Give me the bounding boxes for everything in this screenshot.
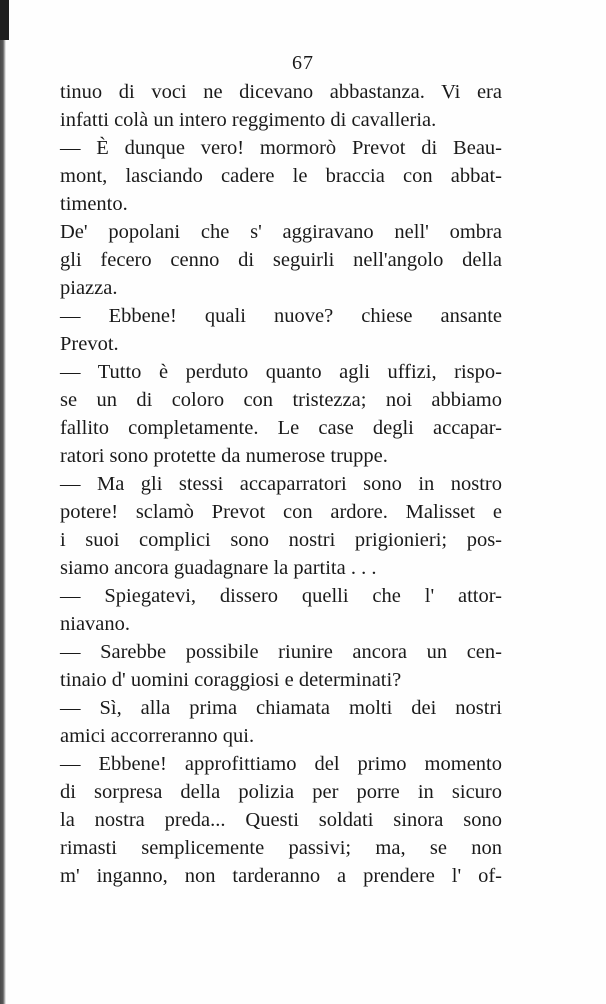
text-line: siamo ancora guadagnare la partita . . . — [60, 557, 377, 579]
page-number: 67 — [292, 52, 314, 74]
text-line: — Sarebbe possibile riunire ancora un cen- — [60, 641, 502, 663]
text-line: piazza. — [60, 277, 118, 299]
text-line: mont, lasciando cadere le braccia con abbat- — [60, 165, 502, 187]
text-line: timento. — [60, 193, 128, 215]
page-binding-shadow — [0, 0, 9, 40]
text-line: niavano. — [60, 613, 131, 635]
text-line: la nostra preda... Questi soldati sinora sono — [60, 809, 502, 831]
text-line: m' inganno, non tarderanno a prendere l' of- — [60, 865, 502, 887]
text-line: ratori sono protette da numerose truppe. — [60, 445, 388, 467]
text-line: tinaio d' uomini coraggiosi e determinati? — [60, 669, 402, 691]
text-line: — Sì, alla prima chiamata molti dei nostri — [60, 697, 502, 719]
text-line: gli fecero cenno di seguirli nell'angolo della — [60, 249, 502, 271]
text-line: De' popolani che s' aggiravano nell' ombra — [60, 221, 502, 243]
text-line: fallito completamente. Le case degli accapar- — [60, 417, 502, 439]
text-line: — Ebbene! quali nuove? chiese ansante — [60, 305, 502, 327]
text-line: — Tutto è perduto quanto agli uffizi, rispo- — [60, 361, 502, 383]
page-binding-edge — [0, 0, 6, 1004]
text-line: Prevot. — [60, 333, 119, 355]
text-line: — Spiegatevi, dissero quelli che l' attor- — [60, 585, 502, 607]
text-line: — È dunque vero! mormorò Prevot di Beau- — [60, 137, 502, 159]
text-line: di sorpresa della polizia per porre in sicuro — [60, 781, 502, 803]
text-line: rimasti semplicemente passivi; ma, se non — [60, 837, 502, 859]
text-line: tinuo di voci ne dicevano abbastanza. Vi era — [60, 81, 502, 103]
text-line: se un di coloro con tristezza; noi abbiamo — [60, 389, 502, 411]
text-line: infatti colà un intero reggimento di cavalleria. — [60, 109, 437, 131]
text-line: — Ma gli stessi accaparratori sono in nostro — [60, 473, 502, 495]
body-text — [60, 78, 502, 890]
text-line: amici accorreranno qui. — [60, 725, 255, 747]
text-line: — Ebbene! approfittiamo del primo momento — [60, 753, 502, 775]
text-line: potere! sclamò Prevot con ardore. Malisset e — [60, 501, 502, 523]
text-line: i suoi complici sono nostri prigionieri; pos- — [60, 529, 502, 551]
